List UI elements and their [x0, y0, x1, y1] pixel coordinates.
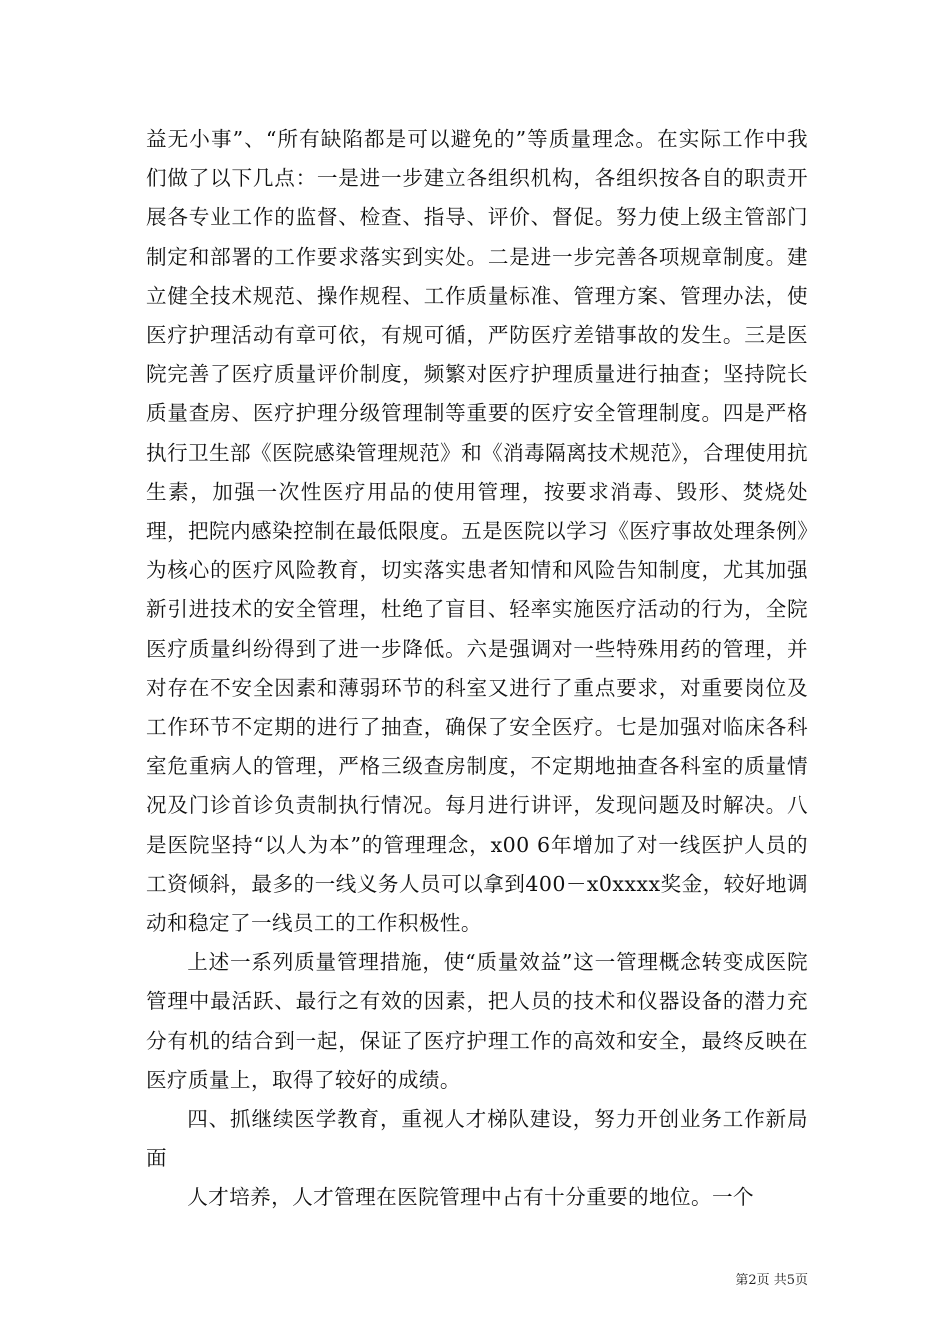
section-heading-medical-education: 四、抓继续医学教育，重视人才梯队建设，努力开创业务工作新局面	[146, 1107, 808, 1171]
document-body	[146, 120, 808, 1218]
paragraph-quality-summary: 上述一系列质量管理措施，使“质量效益”这一管理概念转变成医院管理中最活跃、最行之有效的因素，把人员的技术和仪器设备的潜力充分有机的结合到一起，保证了医疗护理工作的高效和安全，最终反映在医疗质量上，取得了较好的成绩。	[146, 950, 808, 1092]
page-number-footer: 第2页 共5页	[735, 1273, 808, 1288]
paragraph-quality-measures: 益无小事”、“所有缺陷都是可以避免的”等质量理念。在实际工作中我们做了以下几点：一是进一步建立各组织机构，各组织按各自的职责开展各专业工作的监督、检查、指导、评价、督促。努力使上级主管部门制定和部署的工作要求落实到实处。二是进一步完善各项规章制度。建立健全技术规范、操作规程、工作质量标准、管理方案、管理办法，使医疗护理活动有章可依，有规可循，严防医疗差错事故的发生。三是医院完善了医疗质量评价制度，频繁对医疗护理质量进行抽查；坚持院长质量查房、医疗护理分级管理制等重要的医疗安全管理制度。四是严格执行卫生部《医院感染管理规范》和《消毒隔离技术规范》，合理使用抗生素，加强一次性医疗用品的使用管理，按要求消毒、毁形、焚烧处理，把院内感染控制在最低限度。五是医院以学习《医疗事故处理条例》为核心的医疗风险教育，切实落实患者知情和风险告知制度，尤其加强新引进技术的安全管理，杜绝了盲目、轻率实施医疗活动的行为，全院医疗质量纠纷得到了进一步降低。六是强调对一些特殊用药的管理，并对存在不安全因素和薄弱环节的科室又进行了重点要求，对重要岗位及工作环节不定期的进行了抽查，确保了安全医疗。七是加强对临床各科室危重病人的管理，严格三级查房制度，不定期地抽查各科室的质量情况及门诊首诊负责制执行情况。每月进行讲评，发现问题及时解决。八是医院坚持“以人为本”的管理理念，x00 6年增加了对一线医护人员的工资倾斜，最多的一线义务人员可以拿到400－x0xxxx奖金，较好地调动和稳定了一线员工的工作积极性。	[146, 127, 808, 936]
paragraph-talent-cultivation: 人才培养，人才管理在医院管理中占有十分重要的地位。一个	[187, 1185, 755, 1210]
